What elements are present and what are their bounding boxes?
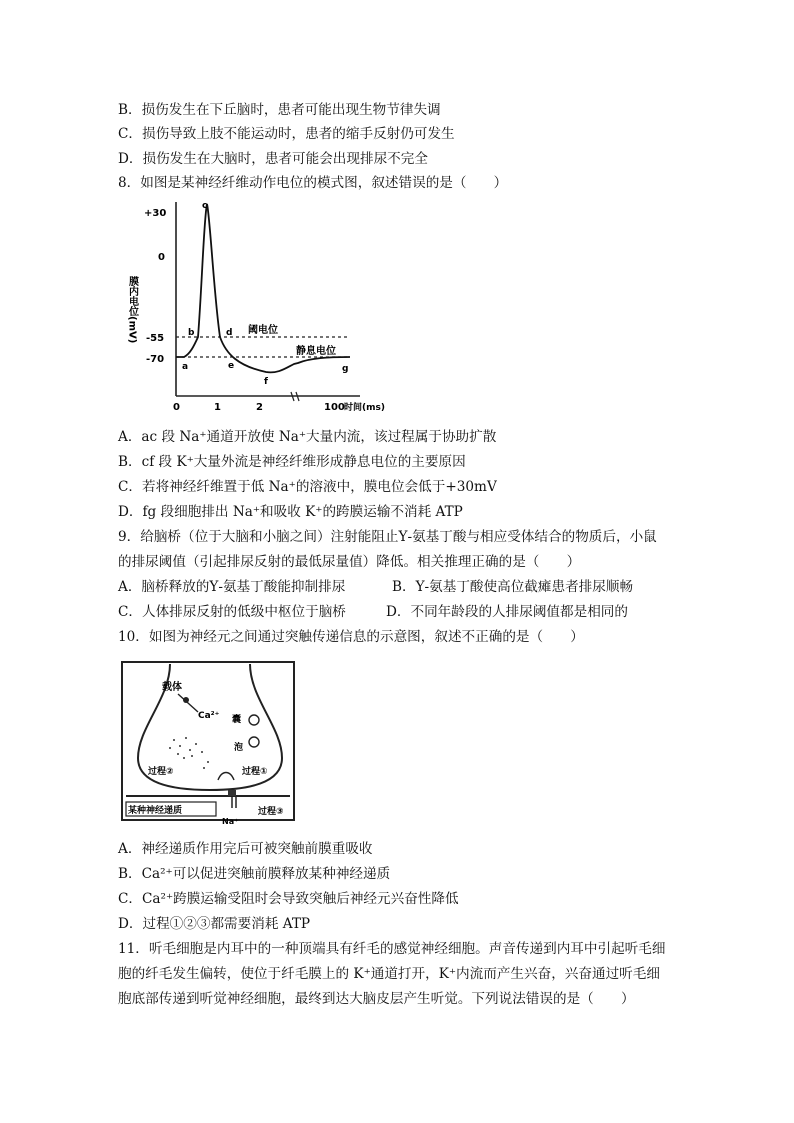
transmitter-label: 某种神经递质 <box>128 806 183 816</box>
point-d: d <box>226 328 233 338</box>
point-c: c <box>202 201 208 211</box>
xtick-100: 100 <box>324 402 345 413</box>
ytick-plus30: +30 <box>144 208 167 219</box>
xtick-1: 1 <box>214 402 221 413</box>
point-g: g <box>342 364 349 374</box>
point-b: b <box>188 328 195 338</box>
q10-option-b: B．Ca²⁺可以促进突触前膜释放某种神经递质 <box>118 866 391 882</box>
ytick-minus70: -70 <box>146 354 165 365</box>
process-1-label: 过程① <box>242 767 268 777</box>
q7-option-d: D．损伤发生在大脑时，患者可能会出现排尿不完全 <box>118 151 428 167</box>
q8-option-c: C．若将神经纤维置于低 Na⁺的溶液中，膜电位会低于+30mV <box>118 479 497 495</box>
na-label: Na⁺ <box>222 817 239 826</box>
q9-option-b: B．Υ-氨基丁酸使高位截瘫患者排尿顺畅 <box>392 579 634 595</box>
synapse-figure <box>118 658 300 828</box>
point-e: e <box>228 361 235 371</box>
q9-option-c: C．人体排尿反射的低级中枢位于脑桥 <box>118 604 346 620</box>
ytick-minus55: -55 <box>146 333 165 344</box>
rest-label: 静息电位 <box>296 346 336 357</box>
q7-option-c: C．损伤导致上肢不能运动时，患者的缩手反射仍可发生 <box>118 126 455 142</box>
point-a: a <box>182 362 189 372</box>
q10-option-a: A．神经递质作用完后可被突触前膜重吸收 <box>118 841 373 857</box>
q8-option-a: A．ac 段 Na⁺通道开放使 Na⁺大量内流，该过程属于协助扩散 <box>118 429 497 445</box>
q11-stem-line3: 胞底部传递到听觉神经细胞，最终到达大脑皮层产生听觉。下列说法错误的是（ ） <box>118 991 635 1007</box>
vesicle-label-1: 囊 <box>232 715 242 725</box>
threshold-label: 阈电位 <box>248 325 278 336</box>
ca-label: Ca²⁺ <box>198 711 220 721</box>
q8-option-b: B．cf 段 K⁺大量外流是神经纤维形成静息电位的主要原因 <box>118 454 466 470</box>
xtick-2: 2 <box>256 402 263 413</box>
q8-stem: 8．如图是某神经纤维动作电位的模式图，叙述错误的是（ ） <box>118 175 508 191</box>
q11-stem-line1: 11．听毛细胞是内耳中的一种顶端具有纤毛的感觉神经细胞。声音传递到内耳中引起听毛细 <box>118 941 666 957</box>
carrier-label: 载体 <box>162 682 182 693</box>
process-2-label: 过程② <box>148 767 174 777</box>
q7-option-b: B．损伤发生在下丘脑时，患者可能出现生物节律失调 <box>118 102 441 118</box>
q8-option-d: D．fg 段细胞排出 Na⁺和吸收 K⁺的跨膜运输不消耗 ATP <box>118 504 463 520</box>
point-f: f <box>264 377 268 387</box>
q9-stem-line2: 的排尿阈值（引起排尿反射的最低尿量值）降低。相关推理正确的是（ ） <box>118 554 581 570</box>
q10-stem: 10．如图为神经元之间通过突触传递信息的示意图，叙述不正确的是（ ） <box>118 629 584 645</box>
ytick-0: 0 <box>158 252 165 263</box>
vesicle-label-2: 泡 <box>234 743 244 753</box>
action-potential-figure <box>118 196 385 418</box>
q10-option-d: D．过程①②③都需要消耗 ATP <box>118 916 311 932</box>
y-axis-label: 膜内电位(mV) <box>126 276 138 344</box>
q9-option-a: A．脑桥释放的Υ-氨基丁酸能抑制排尿 <box>118 579 346 595</box>
q10-option-c: C．Ca²⁺跨膜运输受阻时会导致突触后神经元兴奋性降低 <box>118 891 459 907</box>
q11-stem-line2: 胞的纤毛发生偏转，使位于纤毛膜上的 K⁺通道打开，K⁺内流而产生兴奋，兴奋通过听毛细 <box>118 966 660 982</box>
xtick-0: 0 <box>173 402 180 413</box>
q9-option-d: D．不同年龄段的人排尿阈值都是相同的 <box>386 604 628 620</box>
q9-stem-line1: 9．给脑桥（位于大脑和小脑之间）注射能阻止Υ-氨基丁酸与相应受体结合的物质后，小鼠 <box>118 529 657 545</box>
process-3-label: 过程③ <box>258 807 284 817</box>
x-axis-label: 时间(ms) <box>344 403 385 413</box>
